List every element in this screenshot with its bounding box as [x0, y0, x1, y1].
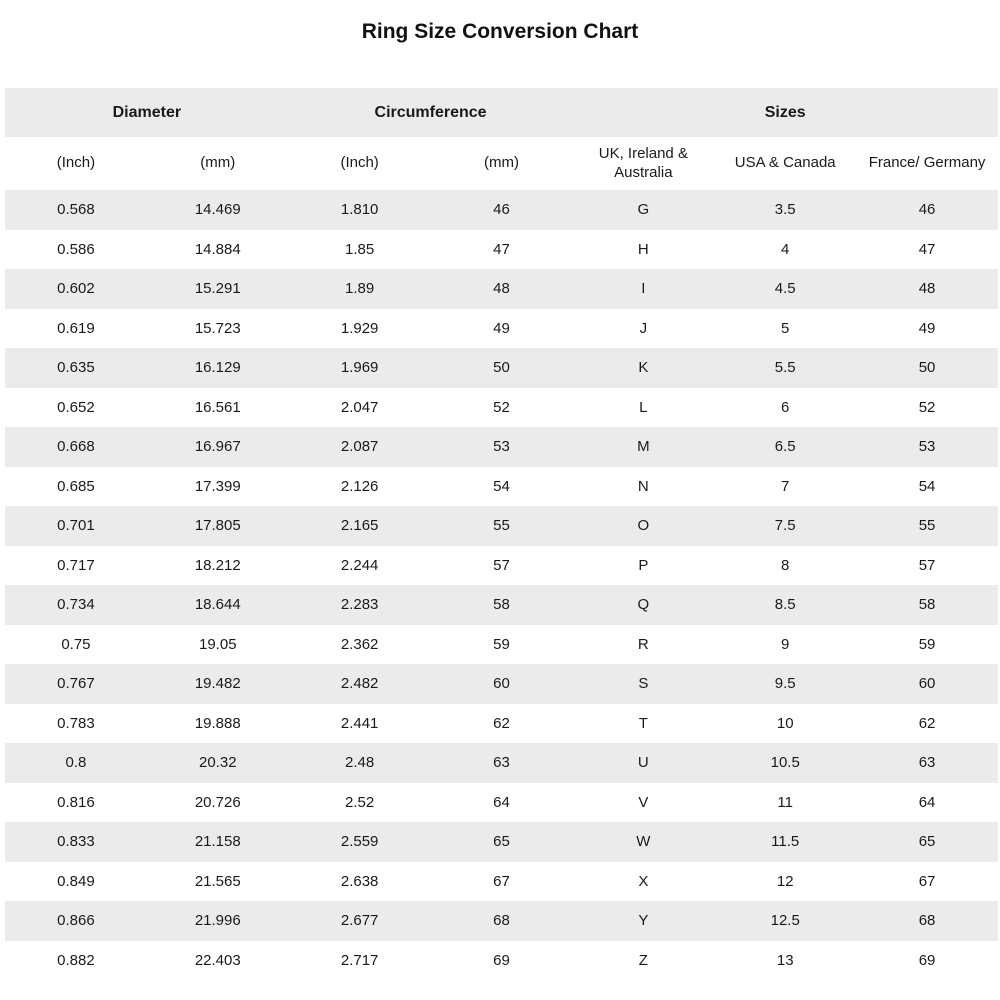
table-cell: N [637, 477, 649, 495]
table-cell: 2.482 [340, 675, 379, 693]
table-cell: 0.568 [57, 201, 95, 219]
table-cell: 59 [918, 635, 936, 653]
table-cell: 4 [781, 240, 790, 258]
table-cell: 47 [918, 240, 936, 258]
table-row [5, 230, 998, 270]
table-cell: O [637, 517, 650, 535]
table-row [5, 664, 998, 704]
table-row [5, 190, 998, 230]
table-cell: 1.810 [340, 201, 379, 219]
table-cell: 2.362 [340, 635, 379, 653]
table-cell: 48 [493, 280, 510, 298]
group-header-row [5, 88, 998, 137]
table-cell: 0.685 [57, 477, 95, 495]
table-cell: S [638, 675, 649, 693]
table-cell: 69 [493, 951, 510, 969]
table-cell: 2.52 [345, 793, 375, 811]
table-cell: 6.5 [774, 438, 796, 456]
table-cell: 22.403 [194, 951, 241, 969]
group-header-sizes: Sizes [764, 103, 806, 121]
table-cell: P [638, 556, 649, 574]
column-header-diameter-inch: (Inch) [56, 154, 96, 172]
table-cell: 68 [493, 912, 510, 930]
table-cell: Q [637, 596, 650, 614]
table-cell: 1.929 [340, 319, 379, 337]
table-cell: 13 [776, 951, 794, 969]
table-cell: 7.5 [774, 517, 796, 535]
table-cell: 7 [781, 477, 790, 495]
table-cell: 9 [781, 635, 790, 653]
table-cell: 67 [493, 872, 510, 890]
table-cell: 1.85 [345, 240, 375, 258]
table-cell: 0.668 [57, 438, 95, 456]
table-row [5, 862, 998, 902]
page-title: Ring Size Conversion Chart [361, 20, 639, 43]
table-cell: 5.5 [774, 359, 796, 377]
table-cell: 2.283 [340, 596, 379, 614]
table-cell: 63 [918, 754, 936, 772]
table-cell: 0.816 [57, 793, 95, 811]
table-cell: 2.559 [340, 833, 379, 851]
table-cell: 14.884 [194, 240, 241, 258]
column-header-france-germany: France/ Germany [868, 154, 986, 172]
table-row [5, 427, 998, 467]
table-cell: 53 [918, 438, 936, 456]
table-cell: 0.866 [57, 912, 95, 930]
table-cell: 18.644 [194, 596, 241, 614]
table-cell: 12 [776, 872, 794, 890]
table-cell: 62 [493, 714, 510, 732]
table-cell: 16.967 [194, 438, 241, 456]
table-cell: 0.767 [57, 675, 95, 693]
table-cell: G [637, 201, 650, 219]
table-row [5, 822, 998, 862]
table-cell: 60 [493, 675, 510, 693]
table-row [5, 546, 998, 586]
table-cell: 19.482 [194, 675, 241, 693]
table-cell: 17.805 [194, 517, 241, 535]
table-cell: 15.291 [194, 280, 241, 298]
table-row [5, 585, 998, 625]
table-cell: 0.849 [57, 872, 95, 890]
table-cell: 58 [918, 596, 936, 614]
table-cell: 11 [777, 793, 793, 811]
table-cell: 2.244 [340, 556, 379, 574]
table-cell: 16.561 [194, 398, 241, 416]
table-cell: 54 [918, 477, 936, 495]
table-cell: 12.5 [770, 912, 800, 930]
table-cell: 60 [918, 675, 936, 693]
table-row [5, 309, 998, 349]
group-header-circumference: Circumference [374, 103, 487, 121]
table-cell: I [641, 280, 646, 298]
table-cell: 2.48 [345, 754, 375, 772]
table-cell: 16.129 [194, 359, 241, 377]
table-cell: 53 [493, 438, 510, 456]
table-cell: 21.996 [194, 912, 241, 930]
table-cell: 17.399 [194, 477, 241, 495]
table-row [5, 269, 998, 309]
table-cell: 68 [918, 912, 936, 930]
table-cell: H [637, 240, 649, 258]
table-cell: 10 [776, 714, 794, 732]
table-cell: 57 [918, 556, 936, 574]
table-cell: 65 [493, 833, 510, 851]
table-cell: T [638, 714, 648, 732]
table-cell: 0.701 [57, 517, 95, 535]
group-header-diameter: Diameter [112, 103, 182, 121]
table-cell: 2.087 [340, 438, 379, 456]
table-cell: 2.047 [340, 398, 379, 416]
table-row [5, 901, 998, 941]
table-cell: 57 [493, 556, 510, 574]
table-cell: 49 [918, 319, 936, 337]
table-cell: 46 [493, 201, 510, 219]
table-cell: 11.5 [771, 833, 800, 851]
table-cell: 59 [493, 635, 510, 653]
table-cell: 0.586 [57, 240, 95, 258]
table-cell: 49 [493, 319, 510, 337]
table-cell: 15.723 [194, 319, 241, 337]
table-cell: 8.5 [774, 596, 796, 614]
table-cell: 5 [781, 319, 790, 337]
table-cell: 48 [918, 280, 936, 298]
table-cell: 50 [918, 359, 936, 377]
table-cell: 1.969 [340, 359, 379, 377]
column-header-circumference-inch: (Inch) [340, 154, 379, 172]
table-cell: 55 [493, 517, 510, 535]
table-cell: 19.05 [199, 635, 237, 653]
table-cell: 52 [918, 398, 936, 416]
table-row [5, 348, 998, 388]
table-cell: 2.638 [340, 872, 379, 890]
table-row [5, 625, 998, 665]
table-cell: 52 [493, 398, 510, 416]
table-cell: 0.75 [61, 635, 91, 653]
table-row [5, 388, 998, 428]
column-header-uk-ireland-australia: UK, Ireland & Australia [598, 144, 688, 181]
table-cell: 58 [493, 596, 510, 614]
column-header-row [5, 137, 998, 190]
table-cell: 0.833 [57, 833, 95, 851]
table-cell: V [638, 793, 649, 811]
table-cell: 6 [781, 398, 790, 416]
table-row [5, 783, 998, 823]
table-cell: 62 [918, 714, 936, 732]
column-header-usa-canada: USA & Canada [734, 154, 836, 172]
table-cell: Y [638, 912, 649, 930]
table-cell: 9.5 [774, 675, 796, 693]
table-cell: W [636, 833, 651, 851]
table-cell: 0.635 [57, 359, 95, 377]
table-row [5, 467, 998, 507]
table-cell: 55 [918, 517, 936, 535]
table-body [5, 190, 998, 980]
table-cell: 0.717 [57, 556, 95, 574]
table-cell: Z [638, 951, 648, 969]
table-cell: 54 [493, 477, 510, 495]
table-cell: 21.158 [194, 833, 241, 851]
table-cell: 2.126 [340, 477, 379, 495]
table-cell: 3.5 [774, 201, 796, 219]
table-cell: 0.619 [57, 319, 95, 337]
table-cell: M [637, 438, 650, 456]
table-cell: 64 [493, 793, 510, 811]
table-cell: 65 [918, 833, 936, 851]
table-row [5, 743, 998, 783]
column-header-diameter-mm: (mm) [200, 154, 236, 172]
table-cell: 20.726 [194, 793, 241, 811]
table-cell: 0.652 [57, 398, 95, 416]
table-row [5, 704, 998, 744]
table-cell: 69 [918, 951, 936, 969]
table-cell: 2.717 [340, 951, 379, 969]
table-cell: 50 [493, 359, 510, 377]
table-cell: 2.165 [340, 517, 379, 535]
table-cell: 8 [781, 556, 790, 574]
table-cell: 18.212 [194, 556, 241, 574]
table-cell: 46 [918, 201, 936, 219]
table-cell: K [638, 359, 649, 377]
table-cell: 1.89 [345, 280, 375, 298]
table-cell: 0.734 [57, 596, 95, 614]
column-header-circumference-mm: (mm) [484, 154, 519, 172]
conversion-table [5, 88, 998, 980]
table-row [5, 506, 998, 546]
table-cell: 2.677 [340, 912, 379, 930]
table-cell: 10.5 [770, 754, 800, 772]
table-cell: 2.441 [340, 714, 379, 732]
table-cell: 20.32 [199, 754, 237, 772]
table-cell: 19.888 [194, 714, 241, 732]
table-cell: J [639, 319, 648, 337]
table-cell: 21.565 [194, 872, 241, 890]
table-cell: 63 [493, 754, 510, 772]
table-cell: X [638, 872, 649, 890]
table-cell: L [639, 398, 648, 416]
table-cell: 67 [918, 872, 936, 890]
table-cell: 14.469 [194, 201, 241, 219]
table-row [5, 941, 998, 981]
table-cell: 64 [918, 793, 936, 811]
table-cell: 47 [493, 240, 510, 258]
table-cell: 4.5 [774, 280, 796, 298]
table-cell: 0.882 [57, 951, 95, 969]
table-cell: 0.783 [57, 714, 95, 732]
table-cell: U [637, 754, 649, 772]
table-cell: 0.8 [65, 754, 87, 772]
table-cell: R [637, 635, 649, 653]
table-cell: 0.602 [57, 280, 95, 298]
